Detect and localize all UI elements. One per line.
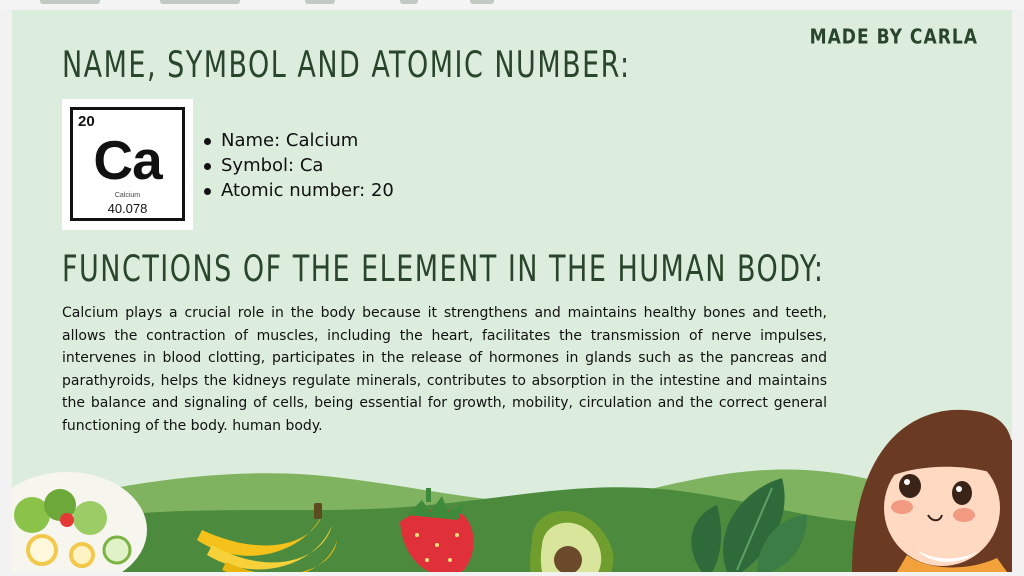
author-credit: MADE BY CARLA xyxy=(809,25,978,49)
tile-element-name: Calcium xyxy=(114,192,141,199)
top-strip-mark xyxy=(40,0,100,4)
fact-atomic-number: Atomic number: 20 xyxy=(202,178,394,203)
fact-symbol: Symbol: Ca xyxy=(202,153,394,178)
food-illustration-scene xyxy=(12,10,1012,572)
functions-paragraph: Calcium plays a crucial role in the body because it strengthens and maintains healthy bones and teeth, allows the contraction of muscles, including the heart, facilitates the transmission of nerve impulses, intervenes in blood clotting, participates in the release of hormones in glands such as the pancreas and parathyroids, helps the kidneys regulate minerals, contributes to absorption in the intestine and maintains the balance and signaling of cells, being essential for growth, mobility, circulation and the correct general functioning of the body. human body. xyxy=(62,305,827,434)
tile-atomic-number: 20 xyxy=(78,113,95,130)
tile-atomic-mass: 40.078 xyxy=(107,201,148,216)
cartoon-girl-illustration xyxy=(852,410,1012,572)
top-strip-mark xyxy=(470,0,494,4)
top-strip-mark xyxy=(400,0,418,4)
top-strip-mark xyxy=(305,0,335,4)
heading-functions: FUNCTIONS OF THE ELEMENT IN THE HUMAN BODY: xyxy=(62,248,825,291)
heading-name-symbol: NAME, SYMBOL AND ATOMIC NUMBER: xyxy=(62,44,631,87)
top-strip-mark xyxy=(160,0,240,4)
fact-name: Name: Calcium xyxy=(202,128,394,153)
tile-symbol: Ca xyxy=(93,129,162,191)
slide xyxy=(12,10,1012,572)
top-strip xyxy=(0,0,1024,10)
